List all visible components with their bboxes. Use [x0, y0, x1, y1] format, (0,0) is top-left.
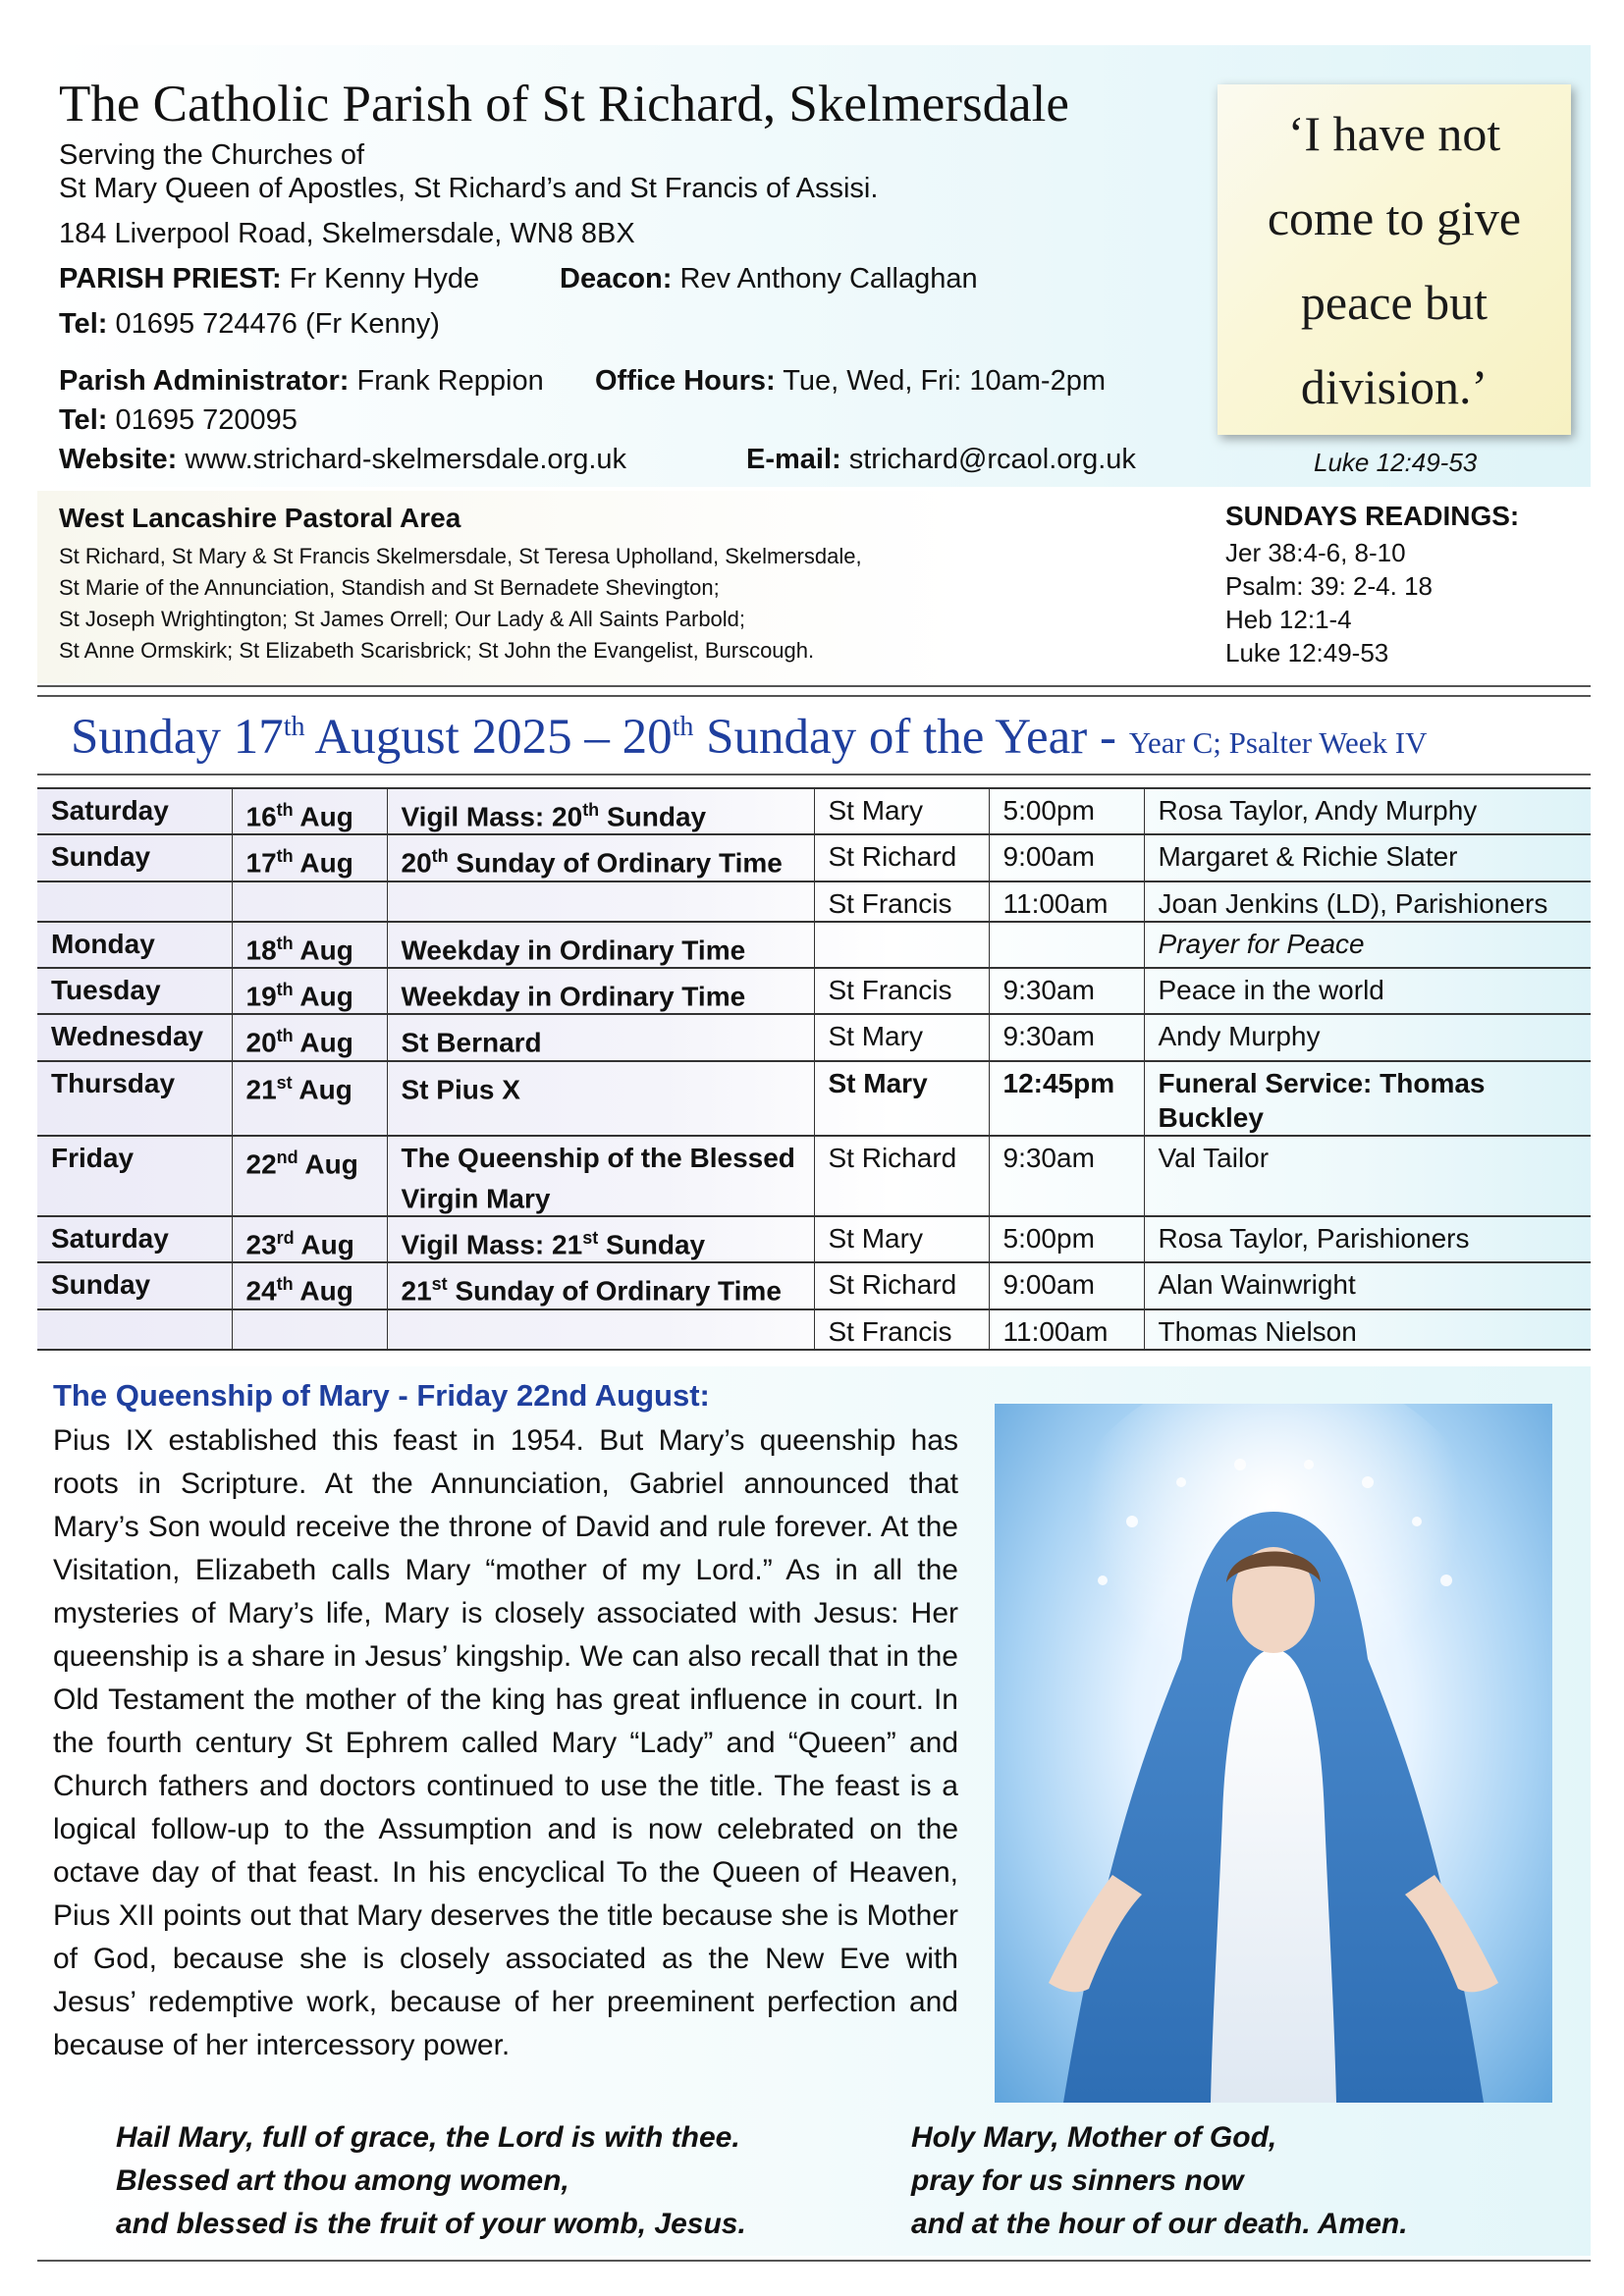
schedule-row — [37, 834, 1591, 881]
date-number: 24 — [245, 1275, 277, 1307]
priest-label: PARISH PRIEST: — [59, 263, 282, 294]
schedule-day: Sunday — [37, 1262, 232, 1308]
reading-item: Heb 12:1-4 — [1225, 605, 1352, 634]
schedule-intention: Prayer for Peace — [1144, 922, 1591, 968]
date-number: 23 — [245, 1229, 277, 1260]
divider — [37, 2260, 1591, 2262]
celebration-suffix: th — [431, 846, 449, 867]
schedule-church: St Mary — [814, 1061, 989, 1136]
admin-line — [59, 365, 544, 398]
schedule-celebration — [387, 1262, 814, 1308]
schedule-church: St Mary — [814, 1216, 989, 1262]
date-suffix: nd — [276, 1147, 298, 1167]
celebration-suffix: st — [582, 1227, 599, 1248]
pastoral-area — [37, 491, 1591, 683]
date-suffix: rd — [276, 1227, 295, 1248]
sunday-date-rest: August 2025 – 20 — [304, 710, 673, 765]
prayer-line: and blessed is the fruit of your womb, Jesus. — [116, 2208, 746, 2240]
schedule-intention: Joan Jenkins (LD), Parishioners — [1144, 881, 1591, 922]
date-number: 16 — [245, 801, 277, 832]
date-number: 19 — [245, 981, 277, 1012]
schedule-celebration — [387, 968, 814, 1014]
schedule-intention: Andy Murphy — [1144, 1014, 1591, 1060]
celebration-text-rest: Sunday — [599, 801, 707, 832]
prayer-line: pray for us sinners now — [911, 2164, 1244, 2197]
schedule-time: 9:00am — [989, 834, 1144, 881]
prayer-line: Holy Mary, Mother of God, — [911, 2121, 1277, 2154]
date-number: 18 — [245, 934, 277, 965]
divider — [37, 774, 1591, 775]
date-suffix: th — [276, 1274, 294, 1295]
celebration-text-rest: Sunday of Ordinary Time — [447, 1275, 782, 1307]
schedule-church: St Mary — [814, 788, 989, 834]
schedule-church: St Richard — [814, 1262, 989, 1308]
date-suffix: th — [276, 979, 294, 999]
prayer-line: Blessed art thou among women, — [116, 2164, 569, 2197]
parish-title: The Catholic Parish of St Richard, Skelmersdale — [59, 76, 1069, 133]
pastoral-line: St Anne Ormskirk; St Elizabeth Scarisbrick; St John the Evangelist, Burscough. — [59, 638, 815, 663]
schedule-row — [37, 1309, 1591, 1350]
prayer-holy-mary — [911, 2116, 1408, 2246]
date-suffix: th — [276, 846, 294, 867]
schedule-day: Saturday — [37, 1216, 232, 1262]
schedule-intention: Val Tailor — [1144, 1136, 1591, 1216]
celebration-text: Vigil Mass: 21 — [401, 1229, 583, 1260]
schedule-row — [37, 788, 1591, 834]
schedule-day: Monday — [37, 922, 232, 968]
schedule-date — [232, 881, 387, 922]
schedule-time: 9:30am — [989, 1136, 1144, 1216]
schedule-time: 11:00am — [989, 881, 1144, 922]
schedule-time: 5:00pm — [989, 1216, 1144, 1262]
date-suffix: th — [276, 933, 294, 953]
schedule-church: St Francis — [814, 968, 989, 1014]
reading-item: Luke 12:49-53 — [1225, 638, 1389, 667]
celebration-text-rest: Sunday — [598, 1229, 706, 1260]
schedule-date — [232, 968, 387, 1014]
email-label: E-mail: — [746, 444, 841, 475]
schedule-intention: Peace in the world — [1144, 968, 1591, 1014]
schedule-celebration — [387, 1136, 814, 1216]
schedule-date — [232, 1014, 387, 1060]
prayer-hail-mary — [116, 2116, 746, 2246]
office-label: Office Hours: — [595, 365, 776, 397]
date-number: 22 — [245, 1148, 277, 1179]
schedule-date — [232, 1136, 387, 1216]
article-title: The Queenship of Mary - Friday 22nd August: — [53, 1378, 710, 1413]
schedule-celebration — [387, 1309, 814, 1350]
schedule-day: Friday — [37, 1136, 232, 1216]
schedule-celebration — [387, 922, 814, 968]
email-line — [746, 444, 1136, 476]
celebration-text: Weekday in Ordinary Time — [401, 981, 746, 1012]
schedule-intention: Rosa Taylor, Parishioners — [1144, 1216, 1591, 1262]
schedule-day: Tuesday — [37, 968, 232, 1014]
schedule-row — [37, 1061, 1591, 1136]
schedule-celebration — [387, 1216, 814, 1262]
prayer-line: and at the hour of our death. Amen. — [911, 2208, 1408, 2240]
date-month: Aug — [293, 1027, 353, 1058]
deacon-line — [560, 263, 978, 295]
date-number: 21 — [245, 1073, 277, 1104]
tel1-line — [59, 308, 440, 341]
celebration-text: The Queenship of the Blessed Virgin Mary — [401, 1142, 795, 1213]
schedule-intention: Funeral Service: Thomas Buckley — [1144, 1061, 1591, 1136]
celebration-text: St Bernard — [401, 1027, 542, 1058]
schedule-celebration — [387, 881, 814, 922]
schedule-celebration — [387, 834, 814, 881]
pastoral-title: West Lancashire Pastoral Area — [59, 503, 461, 533]
reading-item: Psalm: 39: 2-4. 18 — [1225, 571, 1433, 601]
schedule-celebration — [387, 1061, 814, 1136]
schedule-time: 9:30am — [989, 968, 1144, 1014]
priest-name: Fr Kenny Hyde — [289, 263, 480, 294]
parish-header — [37, 45, 1591, 487]
schedule-row — [37, 968, 1591, 1014]
liturgical-year: Year C; Psalter Week IV — [1128, 725, 1428, 760]
schedule-time — [989, 922, 1144, 968]
office-hours: Tue, Wed, Fri: 10am-2pm — [783, 365, 1107, 397]
date-month: Aug — [298, 1148, 358, 1179]
schedule-row — [37, 922, 1591, 968]
schedule-time: 5:00pm — [989, 788, 1144, 834]
website-label: Website: — [59, 444, 178, 475]
celebration-text: 21 — [401, 1275, 432, 1307]
schedule-church: St Francis — [814, 1309, 989, 1350]
date-month: Aug — [294, 1229, 354, 1260]
quote-reference: Luke 12:49-53 — [1314, 448, 1478, 477]
date-month: Aug — [293, 981, 353, 1012]
date-suffix: th — [276, 1026, 294, 1046]
pastoral-line: St Richard, St Mary & St Francis Skelmersdale, St Teresa Upholland, Skelmersdale, — [59, 544, 862, 568]
quote-text: ‘I have not come to give peace but division.’ — [1267, 105, 1522, 414]
website-line — [59, 444, 626, 476]
schedule-date — [232, 1309, 387, 1350]
article-body: Pius IX established this feast in 1954. But Mary’s queenship has roots in Scripture. At the Annunciation, Gabriel announced that Mary’s Son would receive the throne of David and rule forever. At the Visitation, Elizabeth calls Mary “mother of my Lord.” As in all the mysteries of Mary’s life, Mary is closely associated with Jesus: Her queenship is a share in Jesus’ kingship. We can also recall that in the Old Testament the mother of the king has great influence in court. In the fourth century St Ephrem called Mary “Lady” and “Queen” and Church fathers and doctors continued to use the title. The feast is a logical follow-up to the Assumption and is now celebrated on the octave day of that feast. In his encyclical To the Queen of Heaven, Pius XII points out that Mary deserves the title because she is Mother of God, because she is closely associated as the New Eve with Jesus’ redemptive work, because of her preeminent perfection and because of her intercessory power. — [53, 1424, 958, 2061]
virgin-mary-image — [995, 1404, 1552, 2103]
schedule-church: St Francis — [814, 881, 989, 922]
celebration-text: St Pius X — [401, 1073, 520, 1104]
schedule-intention: Margaret & Richie Slater — [1144, 834, 1591, 881]
readings-title: SUNDAYS READINGS: — [1225, 501, 1520, 531]
churches-line: St Mary Queen of Apostles, St Richard’s and St Francis of Assisi. — [59, 173, 879, 204]
tel1-label: Tel: — [59, 308, 108, 340]
admin-name: Frank Reppion — [356, 365, 544, 397]
date-number: 17 — [245, 847, 277, 879]
serving-line: Serving the Churches of — [59, 139, 365, 171]
date-suffix: th — [276, 800, 294, 820]
schedule-day: Sunday — [37, 834, 232, 881]
celebration-text-rest: Sunday of Ordinary Time — [448, 847, 783, 879]
schedule-row — [37, 1262, 1591, 1308]
reading-item: Jer 38:4-6, 8-10 — [1225, 538, 1406, 567]
pastoral-line: St Joseph Wrightington; St James Orrell; Our Lady & All Saints Parbold; — [59, 607, 746, 631]
schedule-day — [37, 1309, 232, 1350]
sunday-number-suffix: th — [672, 712, 694, 742]
date-month: Aug — [293, 847, 353, 879]
schedule-row — [37, 1216, 1591, 1262]
schedule-church: St Richard — [814, 834, 989, 881]
date-month: Aug — [293, 1275, 353, 1307]
celebration-text: 20 — [401, 847, 432, 879]
schedule-time: 12:45pm — [989, 1061, 1144, 1136]
schedule-celebration — [387, 1014, 814, 1060]
office-line — [595, 365, 1106, 398]
mass-schedule-table — [37, 787, 1591, 1351]
schedule-intention: Rosa Taylor, Andy Murphy — [1144, 788, 1591, 834]
date-number: 20 — [245, 1027, 277, 1058]
deacon-name: Rev Anthony Callaghan — [679, 263, 978, 294]
celebration-text: Weekday in Ordinary Time — [401, 934, 746, 965]
date-month: Aug — [293, 934, 353, 965]
tel2-line — [59, 404, 298, 437]
schedule-celebration — [387, 788, 814, 834]
schedule-intention: Thomas Nielson — [1144, 1309, 1591, 1350]
deacon-label: Deacon: — [560, 263, 673, 294]
schedule-church — [814, 922, 989, 968]
schedule-date — [232, 1061, 387, 1136]
schedule-church: St Richard — [814, 1136, 989, 1216]
prayer-line: Hail Mary, full of grace, the Lord is with thee. — [116, 2121, 740, 2154]
celebration-suffix: th — [582, 800, 600, 820]
sunday-date-suffix: th — [283, 712, 305, 742]
schedule-date — [232, 834, 387, 881]
schedule-row — [37, 881, 1591, 922]
email-link[interactable]: strichard@rcaol.org.uk — [848, 444, 1136, 475]
schedule-date — [232, 1216, 387, 1262]
tel1-value: 01695 724476 (Fr Kenny) — [115, 308, 440, 340]
address-line: 184 Liverpool Road, Skelmersdale, WN8 8BX — [59, 218, 635, 249]
schedule-date — [232, 1262, 387, 1308]
quote-box — [1218, 84, 1571, 435]
schedule-date — [232, 922, 387, 968]
sunday-date: Sunday 17 — [71, 710, 284, 765]
date-month: Aug — [293, 801, 353, 832]
schedule-row — [37, 1014, 1591, 1060]
date-suffix: st — [276, 1072, 293, 1093]
tel2-label: Tel: — [59, 404, 108, 436]
schedule-church: St Mary — [814, 1014, 989, 1060]
schedule-row — [37, 1136, 1591, 1216]
schedule-date — [232, 788, 387, 834]
sunday-title — [71, 709, 1427, 766]
schedule-intention: Alan Wainwright — [1144, 1262, 1591, 1308]
schedule-day: Saturday — [37, 788, 232, 834]
website-link[interactable]: www.strichard-skelmersdale.org.uk — [185, 444, 627, 475]
schedule-day: Wednesday — [37, 1014, 232, 1060]
pastoral-line: St Marie of the Annunciation, Standish and St Bernadete Shevington; — [59, 575, 720, 600]
celebration-text: Vigil Mass: 20 — [401, 801, 583, 832]
queenship-article — [37, 1366, 1591, 2256]
divider — [37, 685, 1591, 687]
schedule-day: Thursday — [37, 1061, 232, 1136]
schedule-time: 9:30am — [989, 1014, 1144, 1060]
date-month: Aug — [292, 1073, 352, 1104]
schedule-day — [37, 881, 232, 922]
priest-line — [59, 263, 479, 295]
admin-label: Parish Administrator: — [59, 365, 350, 397]
celebration-suffix: st — [431, 1274, 448, 1295]
virgin-mary-illustration — [995, 1404, 1552, 2103]
tel2-value: 01695 720095 — [115, 404, 298, 436]
schedule-time: 9:00am — [989, 1262, 1144, 1308]
divider — [37, 695, 1591, 697]
sunday-name: Sunday of the Year - — [693, 710, 1129, 765]
schedule-time: 11:00am — [989, 1309, 1144, 1350]
